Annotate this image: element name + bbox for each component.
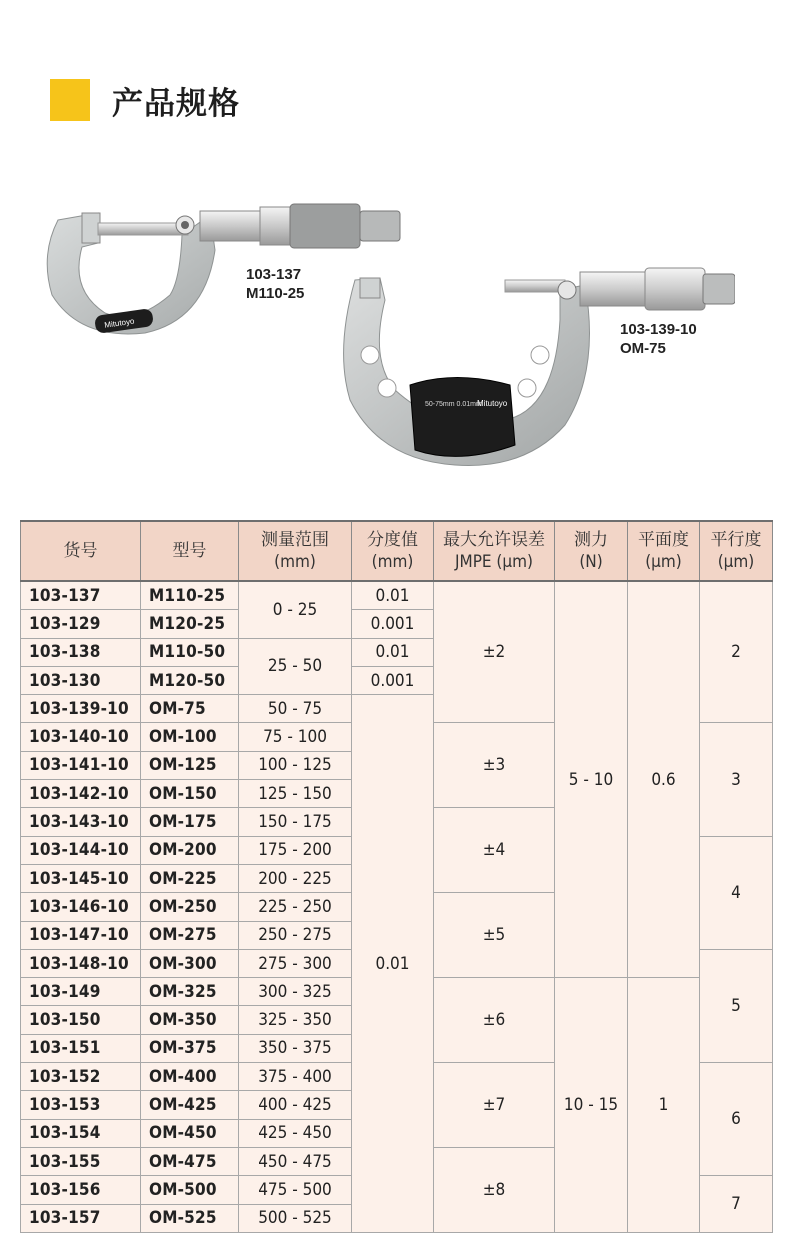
- cell-code: 103-143-10: [21, 808, 141, 836]
- cell-model: OM-325: [141, 978, 239, 1006]
- cell-range: 250 - 275: [239, 921, 352, 949]
- cell-range: 75 - 100: [239, 723, 352, 751]
- cell-range: 200 - 225: [239, 864, 352, 892]
- cell-range: 25 - 50: [239, 638, 352, 695]
- cell-model: OM-400: [141, 1063, 239, 1091]
- cell-code: 103-138: [21, 638, 141, 666]
- cell-code: 103-139-10: [21, 695, 141, 723]
- cell-model: OM-200: [141, 836, 239, 864]
- cell-range: 175 - 200: [239, 836, 352, 864]
- cell-model: OM-500: [141, 1176, 239, 1204]
- header-force: 测力 (N): [555, 521, 628, 581]
- cell-model: M120-50: [141, 666, 239, 694]
- cell-error: ±3: [434, 723, 555, 808]
- cell-code: 103-141-10: [21, 751, 141, 779]
- header-code: 货号: [21, 521, 141, 581]
- cell-parallelism: 7: [700, 1176, 773, 1233]
- cell-graduation: 0.01: [352, 581, 434, 610]
- cell-model: OM-250: [141, 893, 239, 921]
- section-header: [50, 78, 240, 122]
- cell-error: ±4: [434, 808, 555, 893]
- cell-code: 103-130: [21, 666, 141, 694]
- cell-force: 10 - 15: [555, 978, 628, 1233]
- cell-range: 225 - 250: [239, 893, 352, 921]
- figure-label-model: OM-75: [620, 340, 666, 357]
- cell-error: ±7: [434, 1063, 555, 1148]
- figure-label-2: [620, 320, 697, 358]
- cell-code: 103-145-10: [21, 864, 141, 892]
- cell-code: 103-155: [21, 1147, 141, 1175]
- figure-label-1: [246, 265, 304, 303]
- cell-model: OM-75: [141, 695, 239, 723]
- cell-model: OM-450: [141, 1119, 239, 1147]
- cell-range: 125 - 150: [239, 780, 352, 808]
- figure-label-code: 103-137: [246, 266, 302, 283]
- header-graduation: 分度值 (mm): [352, 521, 434, 581]
- cell-range: 400 - 425: [239, 1091, 352, 1119]
- cell-graduation: 0.01: [352, 695, 434, 1233]
- cell-code: 103-157: [21, 1204, 141, 1232]
- cell-code: 103-153: [21, 1091, 141, 1119]
- cell-flatness: 0.6: [628, 581, 700, 978]
- brand-logo-2: Mitutoyo: [477, 399, 508, 408]
- cell-code: 103-154: [21, 1119, 141, 1147]
- cell-range: 300 - 325: [239, 978, 352, 1006]
- cell-model: M120-25: [141, 610, 239, 638]
- cell-range: 150 - 175: [239, 808, 352, 836]
- section-title: 产品规格: [112, 85, 240, 122]
- cell-code: 103-146-10: [21, 893, 141, 921]
- cell-code: 103-150: [21, 1006, 141, 1034]
- cell-parallelism: 3: [700, 723, 773, 836]
- cell-code: 103-144-10: [21, 836, 141, 864]
- cell-model: OM-175: [141, 808, 239, 836]
- cell-code: 103-129: [21, 610, 141, 638]
- cell-code: 103-147-10: [21, 921, 141, 949]
- spec-table: [20, 520, 773, 1233]
- cell-model: OM-300: [141, 949, 239, 977]
- cell-model: OM-525: [141, 1204, 239, 1232]
- figure-label-code: 103-139-10: [620, 321, 697, 338]
- cell-graduation: 0.001: [352, 610, 434, 638]
- cell-model: M110-50: [141, 638, 239, 666]
- cell-range: 275 - 300: [239, 949, 352, 977]
- accent-square: [50, 79, 90, 121]
- cell-parallelism: 4: [700, 836, 773, 949]
- cell-model: OM-475: [141, 1147, 239, 1175]
- cell-code: 103-140-10: [21, 723, 141, 751]
- cell-error: ±8: [434, 1147, 555, 1232]
- header-flatness: 平面度 (μm): [628, 521, 700, 581]
- figure-label-model: M110-25: [246, 285, 305, 302]
- cell-model: OM-100: [141, 723, 239, 751]
- cell-model: OM-125: [141, 751, 239, 779]
- cell-model: OM-425: [141, 1091, 239, 1119]
- cell-parallelism: 6: [700, 1063, 773, 1176]
- table-header-row: [21, 521, 773, 581]
- cell-force: 5 - 10: [555, 581, 628, 978]
- micrometer-image-large: [335, 260, 735, 475]
- cell-range: 375 - 400: [239, 1063, 352, 1091]
- cell-range: 100 - 125: [239, 751, 352, 779]
- cell-parallelism: 5: [700, 949, 773, 1062]
- cell-model: OM-375: [141, 1034, 239, 1062]
- cell-model: OM-350: [141, 1006, 239, 1034]
- cell-range: 50 - 75: [239, 695, 352, 723]
- cell-parallelism: 2: [700, 581, 773, 723]
- header-parallelism: 平行度 (μm): [700, 521, 773, 581]
- cell-graduation: 0.01: [352, 638, 434, 666]
- cell-model: M110-25: [141, 581, 239, 610]
- brand-logo: Mitutoyo: [103, 316, 135, 330]
- cell-model: OM-225: [141, 864, 239, 892]
- cell-flatness: 1: [628, 978, 700, 1233]
- cell-range: 500 - 525: [239, 1204, 352, 1232]
- cell-error: ±5: [434, 893, 555, 978]
- cell-code: 103-148-10: [21, 949, 141, 977]
- cell-range: 325 - 350: [239, 1006, 352, 1034]
- cell-range: 350 - 375: [239, 1034, 352, 1062]
- cell-code: 103-149: [21, 978, 141, 1006]
- cell-model: OM-275: [141, 921, 239, 949]
- cell-error: ±6: [434, 978, 555, 1063]
- cell-range: 425 - 450: [239, 1119, 352, 1147]
- cell-code: 103-151: [21, 1034, 141, 1062]
- header-model: 型号: [141, 521, 239, 581]
- cell-error: ±2: [434, 581, 555, 723]
- cell-graduation: 0.001: [352, 666, 434, 694]
- cell-code: 103-156: [21, 1176, 141, 1204]
- header-max-error: 最大允许误差 JMPE (μm): [434, 521, 555, 581]
- cell-model: OM-150: [141, 780, 239, 808]
- table-row: [21, 581, 773, 610]
- header-range: 测量范围 (mm): [239, 521, 352, 581]
- cell-range: 450 - 475: [239, 1147, 352, 1175]
- cell-range: 0 - 25: [239, 581, 352, 638]
- cell-range: 475 - 500: [239, 1176, 352, 1204]
- scale-text: 50-75mm 0.01mm: [425, 401, 482, 408]
- cell-code: 103-142-10: [21, 780, 141, 808]
- cell-code: 103-152: [21, 1063, 141, 1091]
- cell-code: 103-137: [21, 581, 141, 610]
